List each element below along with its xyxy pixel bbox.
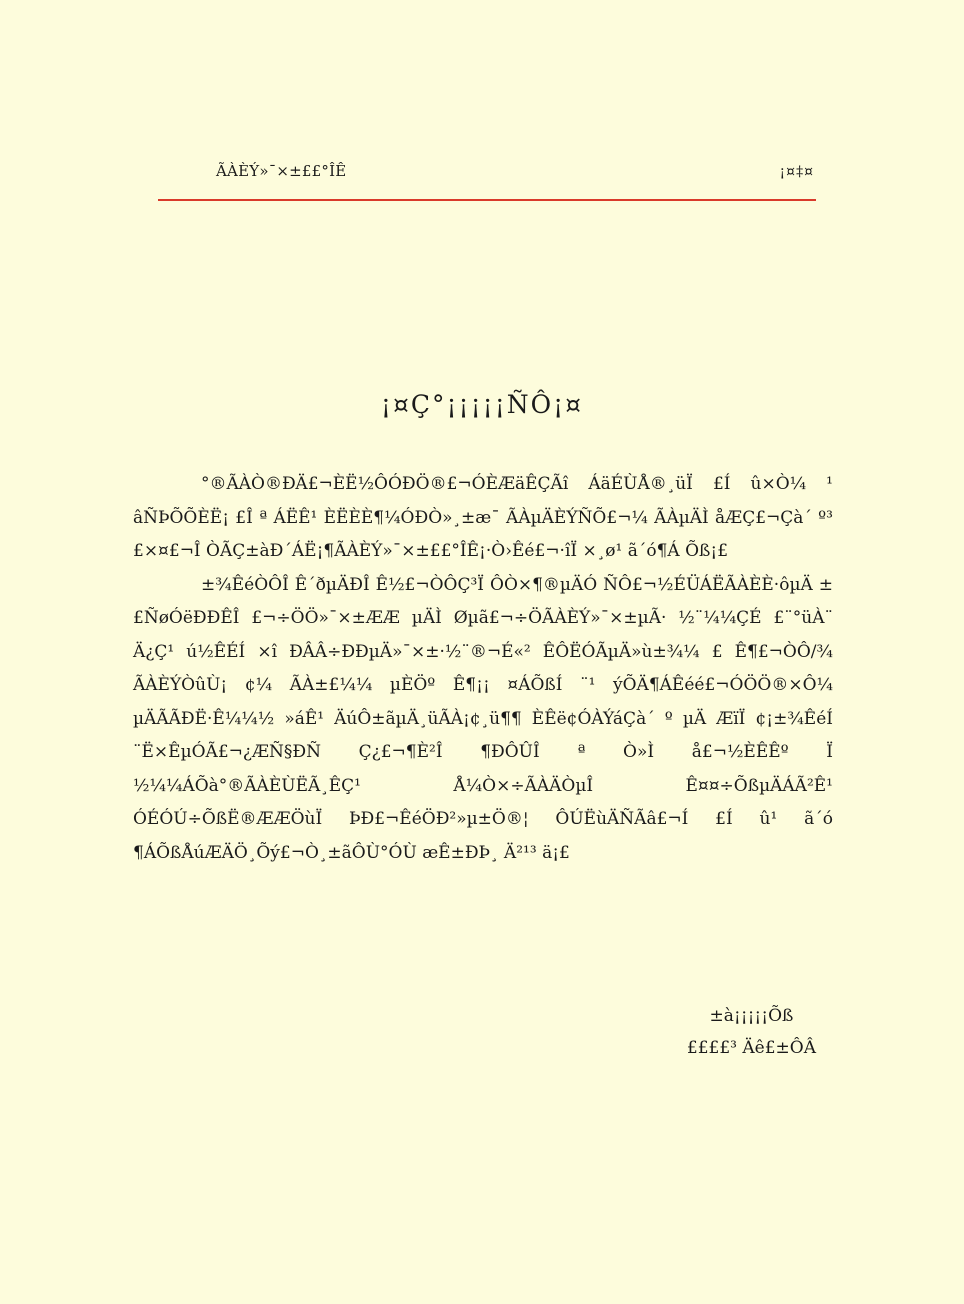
body-text	[133, 468, 833, 870]
header-center-text: ÃÀÈÝ»¯×±££°ÎÊ	[216, 162, 347, 180]
signature-date: ££££³ Äê£±ÔÂ	[686, 1038, 816, 1058]
signature-block	[687, 1000, 816, 1064]
signature-author: ±à¡¡¡¡¡Õß	[709, 1006, 794, 1026]
running-header	[158, 162, 814, 180]
header-divider-rule	[158, 199, 816, 201]
body-paragraph-1: °®ÃÀÒ®ÐÄ£¬ÈË½ÔÓÐÖ®£¬ÓÈÆäÊÇÃî ÁäÉÙÅ®¸üÏ £Í û×Ò¼ ¹ âÑÞÕÕÈË¡ £Î ª ÁËÊ¹ ÈËÈÈ¶¼ÓÐÒ»¸±æ¯ ÃÀµÄÈÝÑÕ£¬¼ ÃÀµÄÌ åÆÇ£¬Çà´ º³ £×¤£¬Î ÒÃÇ±àÐ´ÁË¡¶ÃÀÈÝ»¯×±££°ÎÊ¡·Ò›Êé£¬·îÏ ×¸ø¹ ã´ó¶Á Õß¡£	[133, 474, 833, 561]
body-paragraph-2: ±¾ÊéÒÔÎ Ê´ðµÄÐÎ Ê½£¬ÒÔÇ³Ï ÔÒ×¶®µÄÓ ÑÔ£¬½ÉÜÁËÃÀÈÈ·ôµÄ ±£ÑøÓëÐÐÊÎ £¬÷ÖÖ»¯×±ÆÆ µÄÌ Øµã£¬÷ÖÃÀÈÝ»¯×±µÃ· ½¨¼¼ÇÉ £¨°üÀ¨ Ä¿Ç¹ ú½ÊÉÍ ×î ÐÂÂ÷ÐÐµÄ»¯×±·½¨®¬É«² ÊÔËÓÃµÄ»ù±¾¼ £ Ê¶£¬ÒÔ/¾ ÃÀÈÝÒûÙ¡ ¢¼ ÃÀ±£¼¼ µÈÖº Ê¶¡¡ ¤ÁÕßÍ ¨¹ ýÕÄ¶ÁÊéé£¬ÓÖÖ®×Ô¼ µÄÃÃÐË·Ê¼¼½ »áÊ¹ ÄúÔ±ãµÄ¸üÃÀ¡¢¸ü¶¶ ÈÊë¢ÓÀÝáÇà´ º µÄ ÆïÏ ¢¡±¾ÊéÍ ¨Ë×ÊµÓÃ£¬¿ÆÑ§ÐÑ Ç¿£¬¶È²Î ¶ÐÔÛÎ ª Ò»Ì å£¬½ÈÊÊº Ï ½¼¼ÁÕà°®ÃÀÈÙËÃ¸ÊÇ¹ Å¼Ò×÷ÃÀÄÒµÎ Ê¤¤÷ÕßµÄÁÃ²Ê¹ ÓÉÓÚ÷ÕßË®ÆÆÖùÏ ÞÐ£¬ÊéÖÐ²»µ±Ö®¦ ÔÚËùÄÑÃâ£¬Í £Í û¹ ã´ó ¶ÁÕßÅúÆÄÖ¸Õý£¬Ò¸±ãÔÙ°ÓÙ æÊ±ÐÞ¸ Ä²¹³ ä¡£	[133, 574, 833, 863]
page-title: ¡¤Ç°¡¡¡¡¡ÑÔ¡¤	[380, 390, 584, 419]
header-page-marker: ¡¤‡¤	[779, 164, 814, 180]
